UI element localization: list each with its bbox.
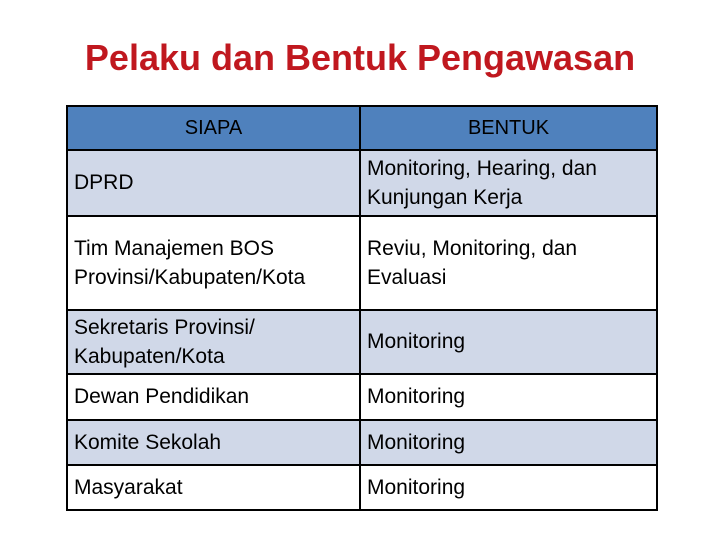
cell-siapa: DPRD — [67, 150, 360, 216]
cell-bentuk: Monitoring — [360, 420, 657, 465]
cell-siapa: Tim Manajemen BOS Provinsi/Kabupaten/Kota — [67, 216, 360, 310]
cell-bentuk: Monitoring — [360, 465, 657, 510]
cell-siapa: Dewan Pendidikan — [67, 374, 360, 420]
header-siapa: SIAPA — [67, 106, 360, 150]
table-row — [67, 310, 657, 374]
header-bentuk: BENTUK — [360, 106, 657, 150]
cell-bentuk: Reviu, Monitoring, dan Evaluasi — [360, 216, 657, 310]
table-row — [67, 150, 657, 216]
oversight-table — [66, 105, 658, 511]
cell-siapa: Komite Sekolah — [67, 420, 360, 465]
table-row — [67, 465, 657, 510]
cell-bentuk: Monitoring — [360, 310, 657, 374]
slide-title: Pelaku dan Bentuk Pengawasan — [84, 37, 636, 78]
table-row — [67, 216, 657, 310]
cell-siapa: Masyarakat — [67, 465, 360, 510]
table-header-row — [67, 106, 657, 150]
table-row — [67, 374, 657, 420]
table-row — [67, 420, 657, 465]
cell-bentuk: Monitoring — [360, 374, 657, 420]
cell-siapa: Sekretaris Provinsi/ Kabupaten/Kota — [67, 310, 360, 374]
cell-bentuk: Monitoring, Hearing, dan Kunjungan Kerja — [360, 150, 657, 216]
